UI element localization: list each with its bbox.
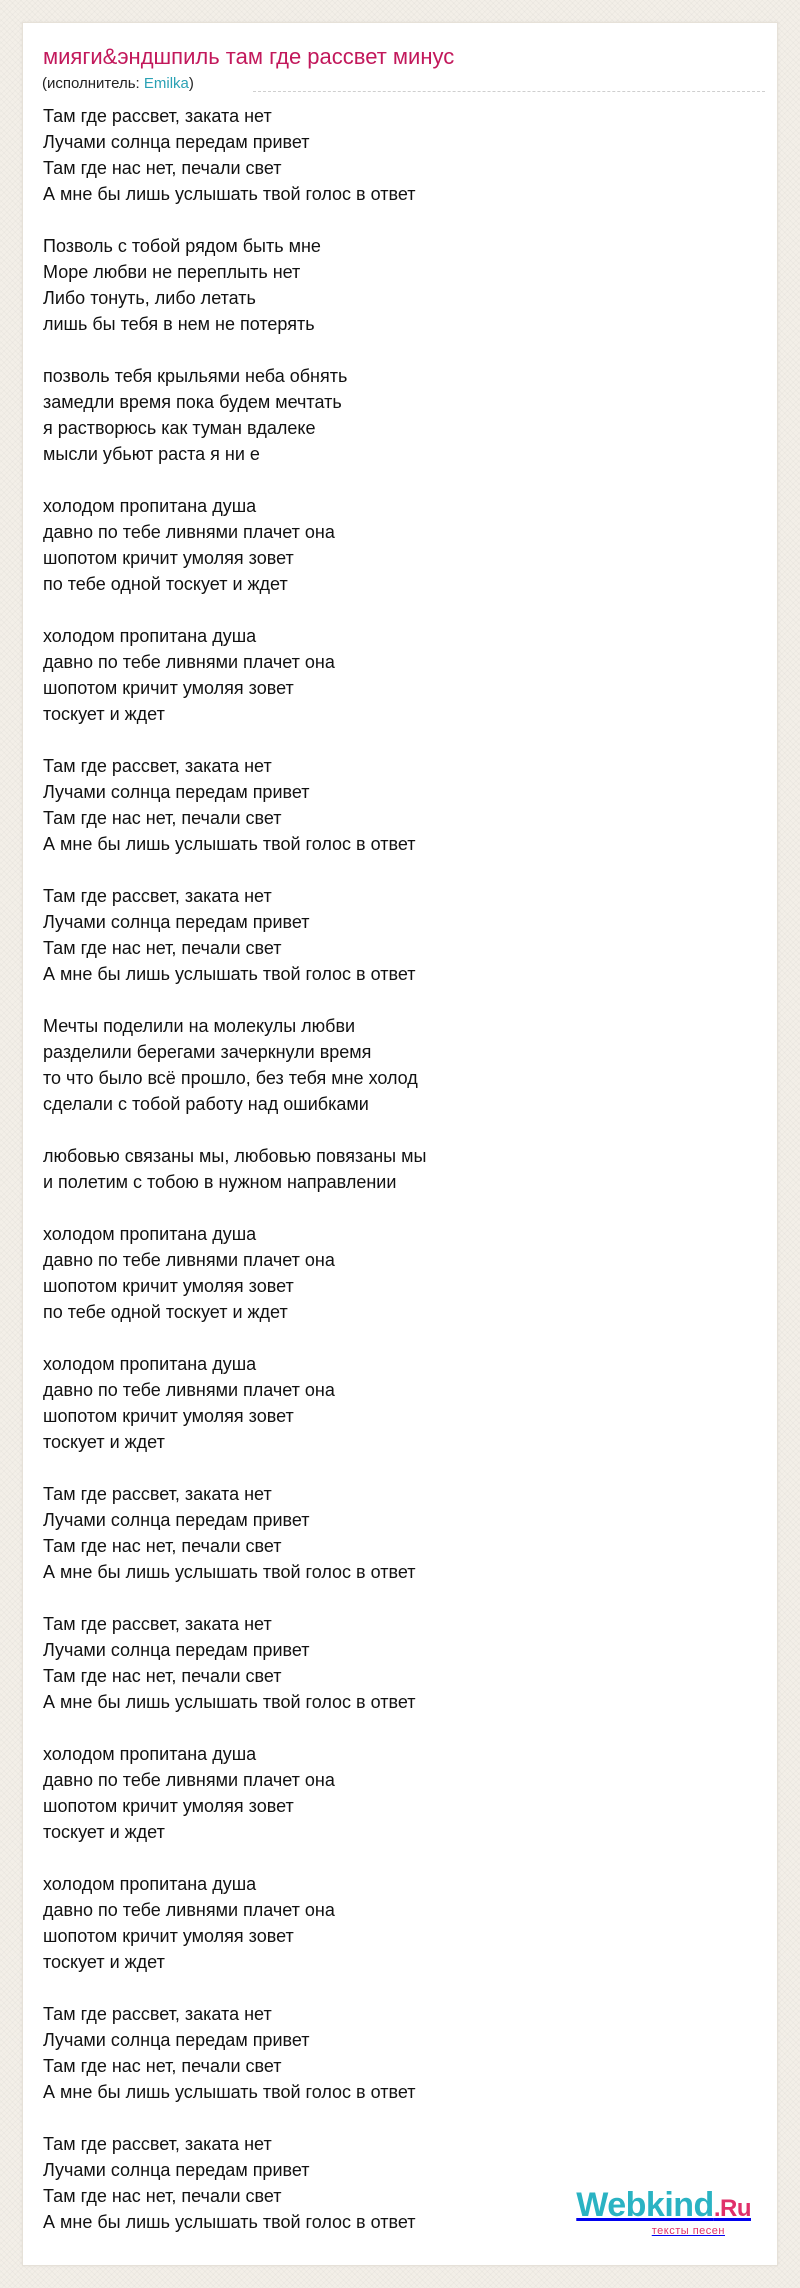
lyric-line: и полетим с тобою в нужном направлении bbox=[43, 1172, 397, 1192]
lyric-line: тоскует и ждет bbox=[43, 1822, 165, 1842]
lyrics-stanza bbox=[43, 103, 763, 207]
lyric-line: давно по тебе ливнями плачет она bbox=[43, 1770, 335, 1790]
lyric-line: Лучами солнца передам привет bbox=[43, 132, 310, 152]
lyrics-stanza bbox=[43, 1351, 763, 1455]
lyrics-stanza bbox=[43, 493, 763, 597]
lyric-line: позволь тебя крыльями неба обнять bbox=[43, 366, 348, 386]
lyric-line: замедли время пока будем мечтать bbox=[43, 392, 342, 412]
lyrics-stanza bbox=[43, 2001, 763, 2105]
lyric-line: давно по тебе ливнями плачет она bbox=[43, 522, 335, 542]
lyric-line: Там где рассвет, заката нет bbox=[43, 1614, 272, 1634]
lyrics-stanza bbox=[43, 753, 763, 857]
lyric-line: холодом пропитана душа bbox=[43, 1224, 257, 1244]
lyric-line: сделали с тобой работу над ошибками bbox=[43, 1094, 369, 1114]
lyric-line: тоскует и ждет bbox=[43, 1952, 165, 1972]
lyric-line: А мне бы лишь услышать твой голос в ответ bbox=[43, 2082, 416, 2102]
lyric-line: Там где нас нет, печали свет bbox=[43, 1536, 282, 1556]
lyric-line: Там где рассвет, заката нет bbox=[43, 886, 272, 906]
lyrics-body bbox=[43, 103, 763, 2261]
lyric-line: А мне бы лишь услышать твой голос в ответ bbox=[43, 184, 416, 204]
lyric-line: холодом пропитана душа bbox=[43, 1354, 257, 1374]
lyric-line: давно по тебе ливнями плачет она bbox=[43, 652, 335, 672]
lyric-line: шопотом кричит умоляя зовет bbox=[43, 678, 294, 698]
lyrics-stanza bbox=[43, 1481, 763, 1585]
brand-tld: .Ru bbox=[713, 2195, 751, 2222]
lyric-line: любовью связаны мы, любовью повязаны мы bbox=[43, 1146, 427, 1166]
lyric-line: разделили берегами зачеркнули время bbox=[43, 1042, 372, 1062]
lyrics-stanza bbox=[43, 1741, 763, 1845]
brand-tagline: тексты песен bbox=[651, 2225, 725, 2237]
lyrics-card bbox=[22, 22, 778, 2266]
lyric-line: Там где рассвет, заката нет bbox=[43, 1484, 272, 1504]
lyric-line: Там где рассвет, заката нет bbox=[43, 106, 272, 126]
lyric-line: я растворюсь как туман вдалеке bbox=[43, 418, 316, 438]
lyric-line: холодом пропитана душа bbox=[43, 496, 257, 516]
header-divider bbox=[253, 91, 765, 92]
lyrics-stanza bbox=[43, 1871, 763, 1975]
lyric-line: тоскует и ждет bbox=[43, 704, 165, 724]
lyric-line: А мне бы лишь услышать твой голос в ответ bbox=[43, 964, 416, 984]
lyric-line: лишь бы тебя в нем не потерять bbox=[43, 314, 315, 334]
lyric-line: Там где нас нет, печали свет bbox=[43, 938, 282, 958]
lyric-line: мысли убьют раста я ни е bbox=[43, 444, 260, 464]
lyric-line: Либо тонуть, либо летать bbox=[43, 288, 256, 308]
lyric-line: шопотом кричит умоляя зовет bbox=[43, 1276, 294, 1296]
lyrics-stanza bbox=[43, 1221, 763, 1325]
lyric-line: шопотом кричит умоляя зовет bbox=[43, 548, 294, 568]
lyric-line: то что было всё прошло, без тебя мне холод bbox=[43, 1068, 418, 1088]
lyric-line: Лучами солнца передам привет bbox=[43, 2030, 310, 2050]
lyrics-stanza bbox=[43, 1611, 763, 1715]
lyric-line: холодом пропитана душа bbox=[43, 1874, 257, 1894]
lyric-line: Лучами солнца передам привет bbox=[43, 782, 310, 802]
lyrics-stanza bbox=[43, 883, 763, 987]
lyric-line: шопотом кричит умоляя зовет bbox=[43, 1926, 294, 1946]
lyric-line: Лучами солнца передам привет bbox=[43, 1510, 310, 1530]
lyric-line: по тебе одной тоскует и ждет bbox=[43, 574, 288, 594]
lyric-line: тоскует и ждет bbox=[43, 1432, 165, 1452]
lyrics-stanza bbox=[43, 233, 763, 337]
lyric-line: холодом пропитана душа bbox=[43, 626, 257, 646]
lyric-line: А мне бы лишь услышать твой голос в ответ bbox=[43, 834, 416, 854]
page-title: мияги&эндшпиль там где рассвет минус bbox=[43, 44, 455, 69]
brand-wordmark bbox=[576, 2187, 751, 2227]
lyrics-stanza bbox=[43, 1143, 763, 1195]
lyric-line: Лучами солнца передам привет bbox=[43, 1640, 310, 1660]
lyric-line: А мне бы лишь услышать твой голос в ответ bbox=[43, 1692, 416, 1712]
lyric-line: Позволь с тобой рядом быть мне bbox=[43, 236, 321, 256]
lyric-line: Там где нас нет, печали свет bbox=[43, 808, 282, 828]
artist-prefix: (исполнитель: bbox=[42, 75, 144, 92]
lyric-line: шопотом кричит умоляя зовет bbox=[43, 1796, 294, 1816]
lyric-line: Лучами солнца передам привет bbox=[43, 2160, 310, 2180]
lyric-line: Лучами солнца передам привет bbox=[43, 912, 310, 932]
lyric-line: А мне бы лишь услышать твой голос в ответ bbox=[43, 2212, 416, 2232]
lyric-line: шопотом кричит умоляя зовет bbox=[43, 1406, 294, 1426]
lyrics-stanza bbox=[43, 363, 763, 467]
lyrics-stanza bbox=[43, 623, 763, 727]
lyric-line: Море любви не переплыть нет bbox=[43, 262, 301, 282]
lyric-line: Там где нас нет, печали свет bbox=[43, 2186, 282, 2206]
lyrics-stanza bbox=[43, 1013, 763, 1117]
lyric-line: Мечты поделили на молекулы любви bbox=[43, 1016, 356, 1036]
brand-name: Webkind bbox=[576, 2186, 714, 2224]
lyric-line: Там где рассвет, заката нет bbox=[43, 2004, 272, 2024]
lyric-line: Там где рассвет, заката нет bbox=[43, 2134, 272, 2154]
lyric-line: Там где нас нет, печали свет bbox=[43, 158, 282, 178]
lyric-line: Там где рассвет, заката нет bbox=[43, 756, 272, 776]
artist-link[interactable]: Emilka bbox=[143, 75, 189, 92]
lyric-line: Там где нас нет, печали свет bbox=[43, 1666, 282, 1686]
lyric-line: Там где нас нет, печали свет bbox=[43, 2056, 282, 2076]
lyric-line: давно по тебе ливнями плачет она bbox=[43, 1900, 335, 1920]
lyric-line: давно по тебе ливнями плачет она bbox=[43, 1250, 335, 1270]
lyric-line: давно по тебе ливнями плачет она bbox=[43, 1380, 335, 1400]
lyric-line: холодом пропитана душа bbox=[43, 1744, 257, 1764]
lyric-line: по тебе одной тоскует и ждет bbox=[43, 1302, 288, 1322]
artist-line bbox=[42, 75, 194, 92]
webkind-logo[interactable] bbox=[576, 2187, 751, 2237]
artist-suffix: ) bbox=[188, 75, 194, 92]
lyric-line: А мне бы лишь услышать твой голос в ответ bbox=[43, 1562, 416, 1582]
